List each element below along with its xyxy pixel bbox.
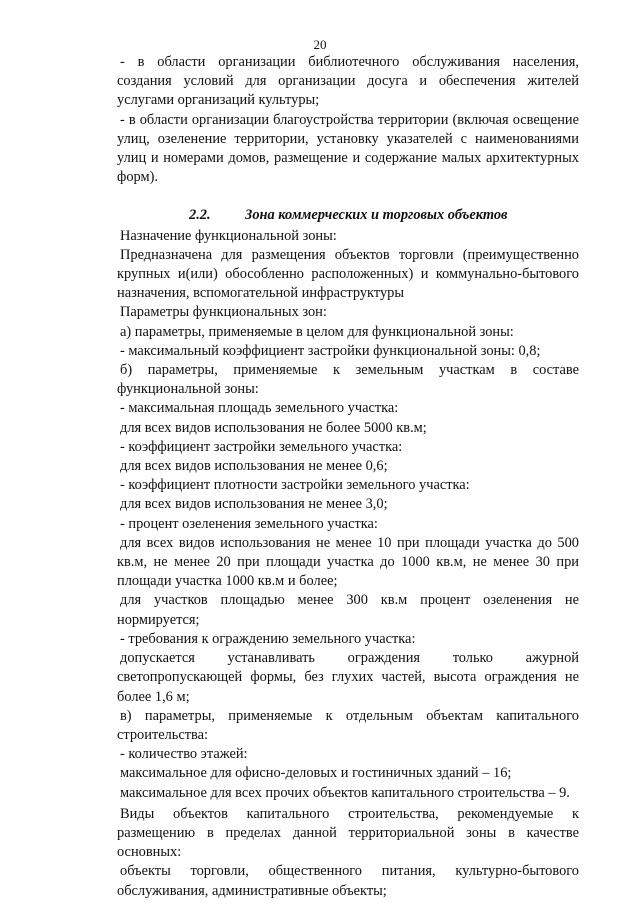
- paragraph: для всех видов использования не более 5000 кв.м;: [120, 419, 427, 436]
- paragraph: - максимальная площадь земельного участка:: [120, 400, 399, 417]
- paragraph: максимальное для всех прочих объектов капитального строительства – 9.: [120, 784, 570, 801]
- paragraph: Предназначена для размещения объектов торговли (преимущественно крупных и(или) обособленно расположенных) и коммунально-бытового назначения, вспомогательной инфраструктуры: [117, 246, 579, 302]
- paragraph: в) параметры, применяемые к отдельным объектам капитального строительства:: [117, 707, 579, 743]
- paragraph: - в области организации библиотечного обслуживания населения, создания условий для организации досуга и обеспечения жителей услугами организаций культуры;: [117, 54, 579, 109]
- paragraph: б) параметры, применяемые к земельным участкам в составе функциональной зоны:: [117, 362, 579, 398]
- paragraph: - коэффициент застройки земельного участка:: [120, 438, 403, 455]
- paragraph: объекты торговли, общественного питания, культурно-бытового обслуживания, административные объекты;: [117, 863, 579, 899]
- document-body: [117, 53, 579, 901]
- paragraph: допускается устанавливать ограждения только ажурной светопропускающей формы, без глухих частей, высота ограждения не более 1,6 м;: [117, 650, 579, 705]
- paragraph: - требования к ограждению земельного участка:: [120, 630, 416, 647]
- paragraph: Виды объектов капитального строительства, рекомендуемые к размещению в пределах данной территориальной зоны в качестве основных:: [117, 805, 579, 861]
- paragraph: Параметры функциональных зон:: [120, 304, 327, 321]
- paragraph: а) параметры, применяемые в целом для функциональной зоны:: [120, 323, 514, 340]
- paragraph: для участков площадью менее 300 кв.м процент озеленения не нормируется;: [117, 592, 579, 628]
- paragraph: - процент озеленения земельного участка:: [120, 515, 378, 532]
- paragraph: - количество этажей:: [120, 746, 248, 763]
- page-number: 20: [313, 37, 327, 52]
- section-title: Зона коммерческих и торговых объектов: [245, 207, 508, 224]
- paragraph: - коэффициент плотности застройки земельного участка:: [120, 477, 470, 494]
- section-heading: [117, 206, 579, 225]
- paragraph: Назначение функциональной зоны:: [120, 227, 337, 244]
- paragraph: - в области организации благоустройства территории (включая освещение улиц, озеленение территории, установку указателей с наименованиями улиц и номерами домов, размещение и содержание малых архитектурных форм).: [117, 111, 579, 186]
- paragraph: - максимальный коэффициент застройки функциональной зоны: 0,8;: [120, 342, 541, 359]
- section-number: 2.2.: [189, 207, 211, 224]
- paragraph: для всех видов использования не менее 3,0;: [120, 496, 388, 513]
- paragraph: для всех видов использования не менее 10 при площади участка до 500 кв.м, не менее 20 при площади участка до 1000 кв.м, не менее 30 при площади участка 1000 кв.м и более;: [117, 534, 579, 590]
- paragraph: для всех видов использования не менее 0,6;: [120, 458, 388, 475]
- paragraph: максимальное для офисно-деловых и гостиничных зданий – 16;: [120, 765, 512, 782]
